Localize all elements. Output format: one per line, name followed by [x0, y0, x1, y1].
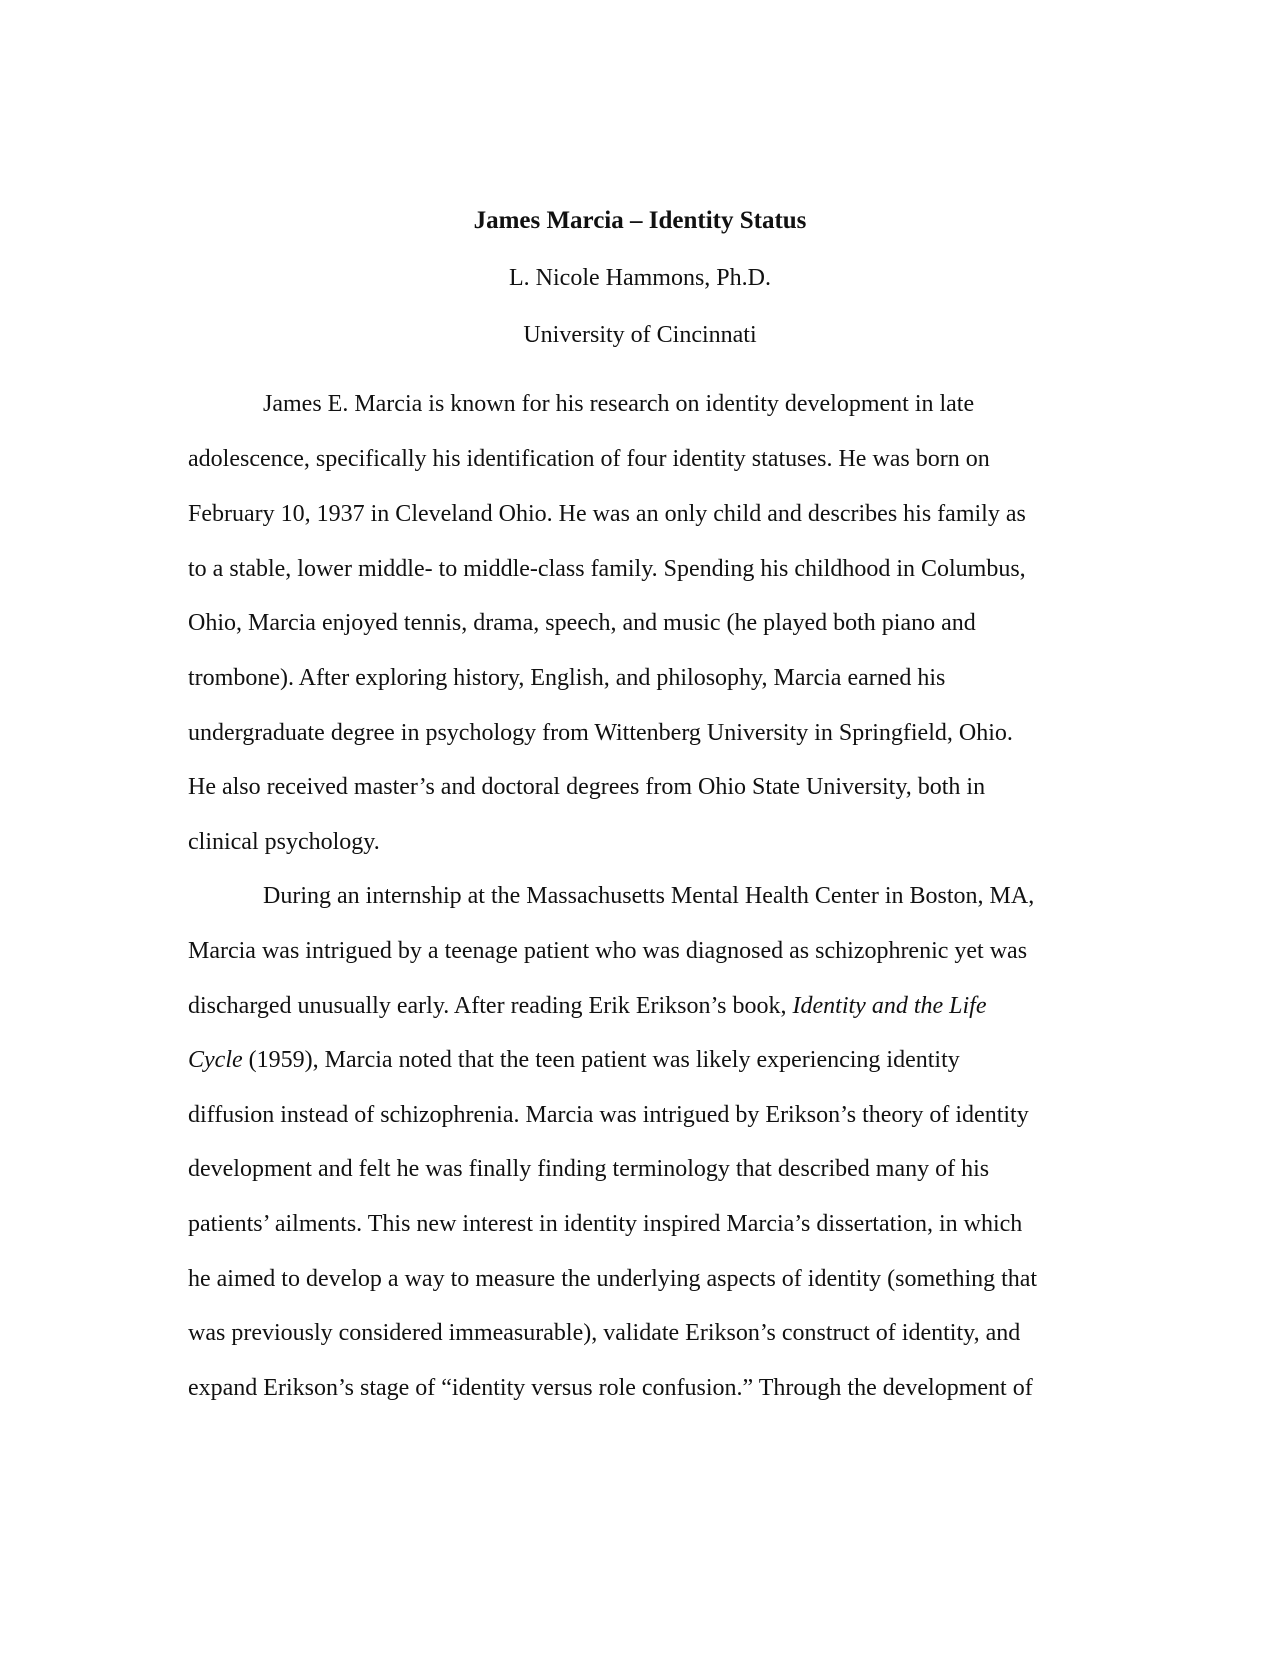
paragraph-line: trombone). After exploring history, English, and philosophy, Marcia earned his	[188, 665, 946, 691]
paragraph-line: Marcia was intrigued by a teenage patient who was diagnosed as schizophrenic yet was	[188, 938, 1028, 964]
author-name: L. Nicole Hammons, Ph.D.	[509, 265, 771, 291]
author-affiliation: University of Cincinnati	[523, 322, 757, 348]
paragraph-line: February 10, 1937 in Cleveland Ohio. He was an only child and describes his family as	[188, 501, 1026, 527]
paragraph-line	[188, 993, 987, 1020]
paragraph-line	[188, 1047, 960, 1074]
document-title: James Marcia – Identity Status	[473, 207, 807, 234]
book-title-italic: Identity and the Life	[792, 993, 987, 1019]
paragraph-line: undergraduate degree in psychology from Wittenberg University in Springfield, Ohio.	[188, 720, 1013, 746]
paragraph-line: diffusion instead of schizophrenia. Marcia was intrigued by Erikson’s theory of identity	[188, 1102, 1029, 1128]
line-text: discharged unusually early. After reading Erik Erikson’s book,	[188, 993, 793, 1019]
paragraph-line: was previously considered immeasurable), validate Erikson’s construct of identity, and	[188, 1320, 1021, 1346]
paragraph-line: development and felt he was finally finding terminology that described many of his	[188, 1156, 990, 1182]
paragraph-line: He also received master’s and doctoral degrees from Ohio State University, both in	[188, 774, 986, 800]
line-text: (1959), Marcia noted that the teen patient was likely experiencing identity	[242, 1047, 960, 1073]
paragraph-line: to a stable, lower middle- to middle-class family. Spending his childhood in Columbus,	[188, 556, 1026, 582]
paragraph-line: he aimed to develop a way to measure the underlying aspects of identity (something that	[188, 1266, 1038, 1292]
book-title-italic: Cycle	[188, 1047, 243, 1073]
paragraph-line: adolescence, specifically his identification of four identity statuses. He was born on	[188, 446, 990, 472]
paragraph-line: James E. Marcia is known for his research on identity development in late	[263, 391, 975, 417]
paragraph-line: expand Erikson’s stage of “identity versus role confusion.” Through the development of	[188, 1375, 1033, 1401]
paragraph-line: During an internship at the Massachusetts Mental Health Center in Boston, MA,	[263, 883, 1035, 909]
paragraph-line: Ohio, Marcia enjoyed tennis, drama, speech, and music (he played both piano and	[188, 610, 976, 636]
paragraph-line: patients’ ailments. This new interest in identity inspired Marcia’s dissertation, in which	[188, 1211, 1023, 1237]
paragraph-line: clinical psychology.	[188, 829, 380, 855]
